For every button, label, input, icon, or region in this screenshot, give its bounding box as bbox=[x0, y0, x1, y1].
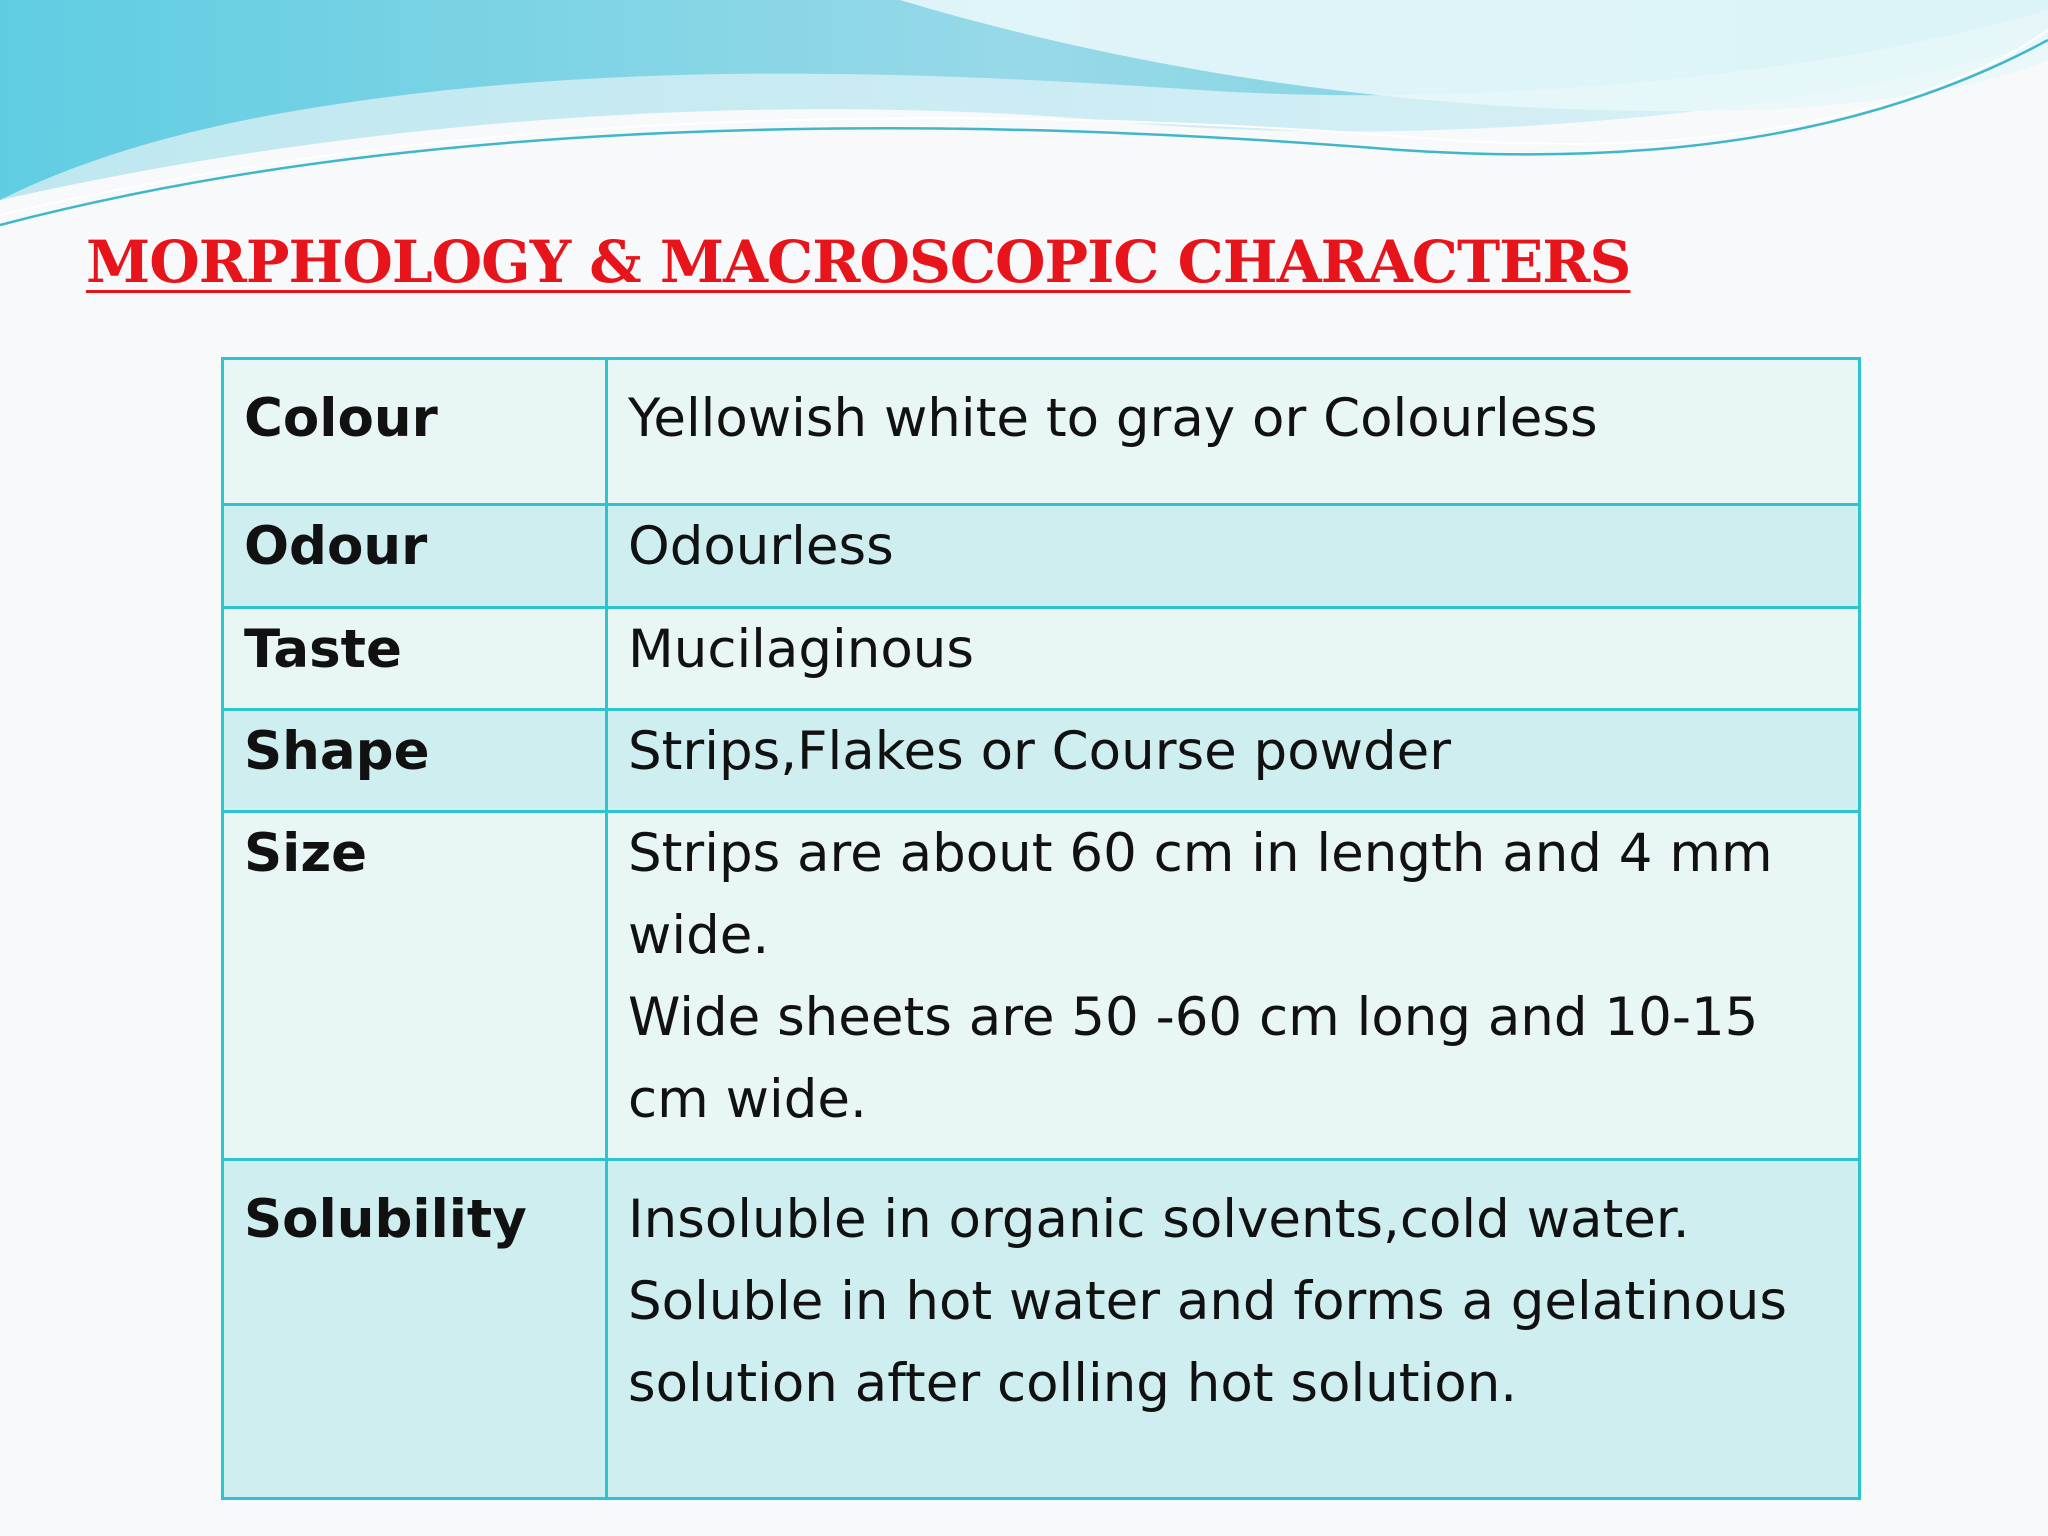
table-row-shape bbox=[223, 710, 1860, 812]
value-line: Strips are about 60 cm in length and 4 mm wide. bbox=[628, 823, 1773, 966]
value-line: Wide sheets are 50 -60 cm long and 10-15 cm wide. bbox=[628, 987, 1759, 1130]
row-value bbox=[607, 505, 1860, 608]
row-label: Colour bbox=[223, 359, 607, 505]
characters-table bbox=[221, 357, 1861, 1500]
slide-title: MORPHOLOGY & MACROSCOPIC CHARACTERS bbox=[86, 228, 1631, 296]
table-row-size bbox=[223, 812, 1860, 1160]
row-label: Taste bbox=[223, 608, 607, 710]
value-line: Insoluble in organic solvents,cold water. bbox=[628, 1189, 1690, 1250]
row-value bbox=[607, 359, 1860, 505]
value-line: Strips,Flakes or Course powder bbox=[628, 721, 1452, 782]
value-line: Odourless bbox=[628, 516, 894, 577]
wave-banner-decoration bbox=[0, 0, 2048, 260]
table-row-taste bbox=[223, 608, 1860, 710]
table-row-solubility bbox=[223, 1160, 1860, 1499]
row-value bbox=[607, 812, 1860, 1160]
row-label: Solubility bbox=[223, 1160, 607, 1499]
row-label: Odour bbox=[223, 505, 607, 608]
value-line: Yellowish white to gray or Colourless bbox=[628, 388, 1598, 449]
row-value bbox=[607, 608, 1860, 710]
row-label: Shape bbox=[223, 710, 607, 812]
value-line: Mucilaginous bbox=[628, 619, 974, 680]
value-line: Soluble in hot water and forms a gelatinous solution after colling hot solution. bbox=[628, 1271, 1787, 1414]
row-label: Size bbox=[223, 812, 607, 1160]
row-value bbox=[607, 710, 1860, 812]
table-row-odour bbox=[223, 505, 1860, 608]
row-value bbox=[607, 1160, 1860, 1499]
table-row-colour bbox=[223, 359, 1860, 505]
